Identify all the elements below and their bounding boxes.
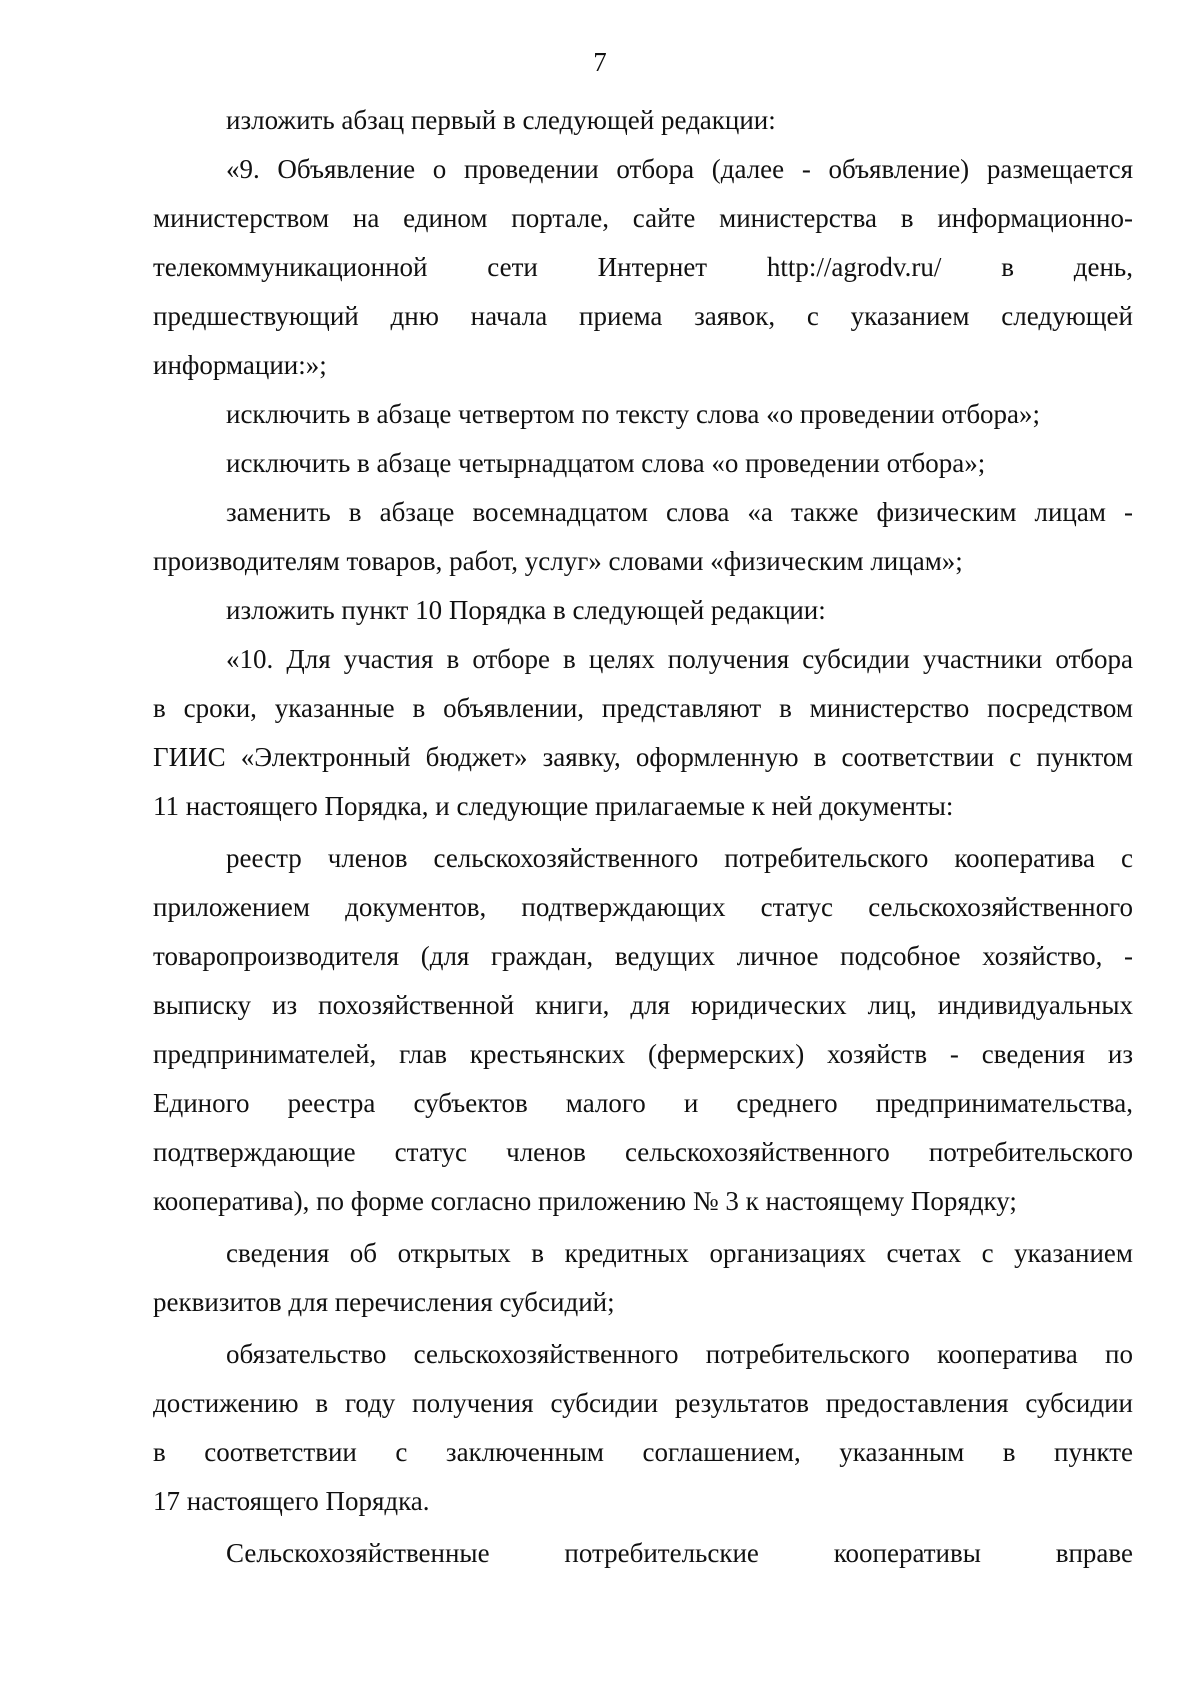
text-line: сведения об открытых в кредитных организациях счетах с указанием bbox=[226, 1238, 1133, 1268]
text-line: министерством на едином портале, сайте министерства в информационно- bbox=[153, 203, 1133, 233]
text-line: в соответствии с заключенным соглашением, указанным в пункте bbox=[153, 1437, 1133, 1467]
text-line: Сельскохозяйственные потребительские кооперативы вправе bbox=[226, 1538, 1133, 1568]
text-line: «10. Для участия в отборе в целях получения субсидии участники отбора bbox=[226, 644, 1133, 674]
text-line: Единого реестра субъектов малого и среднего предпринимательства, bbox=[153, 1088, 1133, 1118]
text-line: в сроки, указанные в объявлении, представляют в министерство посредством bbox=[153, 693, 1133, 723]
text-line: товаропроизводителя (для граждан, ведущих личное подсобное хозяйство, - bbox=[153, 941, 1133, 971]
text-line: достижению в году получения субсидии результатов предоставления субсидии bbox=[153, 1388, 1133, 1418]
text-line: исключить в абзаце четвертом по тексту слова «о проведении отбора»; bbox=[226, 399, 1041, 429]
text-line: реквизитов для перечисления субсидий; bbox=[153, 1287, 615, 1317]
text-line: 17 настоящего Порядка. bbox=[153, 1486, 430, 1516]
text-line: исключить в абзаце четырнадцатом слова «о проведении отбора»; bbox=[226, 448, 986, 478]
text-line: информации:»; bbox=[153, 350, 327, 380]
text-line: 11 настоящего Порядка, и следующие прилагаемые к ней документы: bbox=[153, 791, 954, 821]
text-line: изложить абзац первый в следующей редакции: bbox=[226, 105, 776, 135]
text-line: изложить пункт 10 Порядка в следующей редакции: bbox=[226, 595, 826, 625]
text-line: выписку из похозяйственной книги, для юридических лиц, индивидуальных bbox=[153, 990, 1133, 1020]
text-line: производителям товаров, работ, услуг» словами «физическим лицам»; bbox=[153, 546, 963, 576]
page-number: 7 bbox=[593, 47, 607, 77]
document-body bbox=[153, 96, 1133, 1578]
text-line: кооператива), по форме согласно приложению № 3 к настоящему Порядку; bbox=[153, 1186, 1017, 1216]
text-line: предшествующий дню начала приема заявок, с указанием следующей bbox=[153, 301, 1133, 331]
text-line: обязательство сельскохозяйственного потребительского кооператива по bbox=[226, 1339, 1133, 1369]
text-line: телекоммуникационной сети Интернет http://agrodv.ru/ в день, bbox=[153, 252, 1133, 282]
text-line: заменить в абзаце восемнадцатом слова «а также физическим лицам - bbox=[226, 497, 1133, 527]
text-line: ГИИС «Электронный бюджет» заявку, оформленную в соответствии с пунктом bbox=[153, 742, 1133, 772]
text-line: предпринимателей, глав крестьянских (фермерских) хозяйств - сведения из bbox=[153, 1039, 1133, 1069]
text-line: «9. Объявление о проведении отбора (далее - объявление) размещается bbox=[226, 154, 1133, 184]
text-line: подтверждающие статус членов сельскохозяйственного потребительского bbox=[153, 1137, 1133, 1167]
text-line: приложением документов, подтверждающих статус сельскохозяйственного bbox=[153, 892, 1133, 922]
text-line: реестр членов сельскохозяйственного потребительского кооператива с bbox=[226, 843, 1133, 873]
